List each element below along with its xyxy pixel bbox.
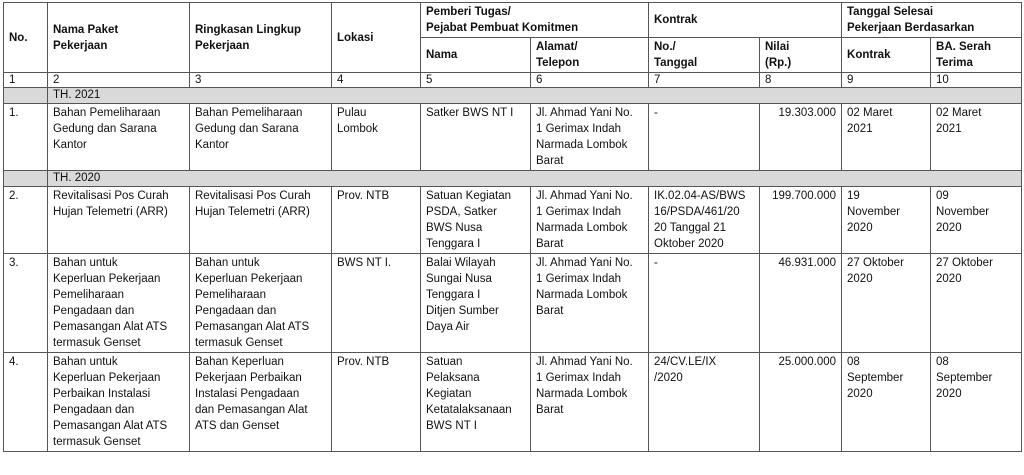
experience-table: [3, 2, 1022, 452]
header-pemberi-tugas: Pemberi Tugas/ Pejabat Pembuat Komitmen: [421, 3, 649, 38]
row-kontrak: 27 Oktober 2020: [842, 254, 931, 353]
table-row: [4, 353, 1022, 452]
header-tanggal-selesai: Tanggal Selesai Pekerjaan Berdasarkan: [842, 3, 1022, 38]
header-kontrak-date: Kontrak: [842, 38, 931, 73]
row-kontrak: 02 Maret 2021: [842, 104, 931, 171]
row-ba: 27 Oktober 2020: [931, 254, 1022, 353]
row-no-tanggal: IK.02.04-AS/BWS 16/PSDA/461/20 20 Tanggal 21 Oktober 2020: [649, 187, 760, 254]
row-alamat: Jl. Ahmad Yani No. 1 Gerimax Indah Narmada Lombok Barat: [531, 254, 649, 353]
row-lokasi: Pulau Lombok: [332, 104, 421, 171]
row-alamat: Jl. Ahmad Yani No. 1 Gerimax Indah Narmada Lombok Barat: [531, 104, 649, 171]
row-nilai: 46.931.000: [760, 254, 842, 353]
row-no: 2.: [4, 187, 48, 254]
row-nama-paket: Bahan Pemeliharaan Gedung dan Sarana Kantor: [48, 104, 190, 171]
row-ba: 09 November 2020: [931, 187, 1022, 254]
row-kontrak: 19 November 2020: [842, 187, 931, 254]
column-number: 7: [649, 73, 760, 88]
row-nama: Balai Wilayah Sungai Nusa Tenggara I Ditjen Sumber Daya Air: [421, 254, 531, 353]
column-number: 9: [842, 73, 931, 88]
row-ringkasan: Revitalisasi Pos Curah Hujan Telemetri (ARR): [190, 187, 332, 254]
row-alamat: Jl. Ahmad Yani No. 1 Gerimax Indah Narmada Lombok Barat: [531, 187, 649, 254]
header-ringkasan: Ringkasan Lingkup Pekerjaan: [190, 3, 332, 73]
header-lokasi: Lokasi: [332, 3, 421, 73]
table-row: [4, 187, 1022, 254]
column-number: 1: [4, 73, 48, 88]
row-no: 1.: [4, 104, 48, 171]
row-nilai: 19.303.000: [760, 104, 842, 171]
row-ringkasan: Bahan Keperluan Pekerjaan Perbaikan Instalasi Pengadaan dan Pemasangan Alat ATS dan Genset: [190, 353, 332, 452]
header-no-tanggal: No./ Tanggal: [649, 38, 760, 73]
column-number: 10: [931, 73, 1022, 88]
row-no-tanggal: -: [649, 254, 760, 353]
column-number: 4: [332, 73, 421, 88]
row-nilai: 25.000.000: [760, 353, 842, 452]
year-label: TH. 2021: [48, 88, 1022, 104]
year-spacer: [4, 171, 48, 187]
row-nama: Satker BWS NT I: [421, 104, 531, 171]
column-number: 8: [760, 73, 842, 88]
header-kontrak: Kontrak: [649, 3, 842, 38]
row-ba: 02 Maret 2021: [931, 104, 1022, 171]
header-no: No.: [4, 3, 48, 73]
header-nama-paket: Nama Paket Pekerjaan: [48, 3, 190, 73]
row-kontrak: 08 September 2020: [842, 353, 931, 452]
row-no: 3.: [4, 254, 48, 353]
column-number: 3: [190, 73, 332, 88]
row-ringkasan: Bahan Pemeliharaan Gedung dan Sarana Kantor: [190, 104, 332, 171]
column-number: 6: [531, 73, 649, 88]
header-nilai: Nilai (Rp.): [760, 38, 842, 73]
table-row: [4, 254, 1022, 353]
row-no-tanggal: -: [649, 104, 760, 171]
header-ba-serah-terima: BA. Serah Terima: [931, 38, 1022, 73]
row-alamat: Jl. Ahmad Yani No. 1 Gerimax Indah Narmada Lombok Barat: [531, 353, 649, 452]
row-nama: Satuan Pelaksana Kegiatan Ketatalaksanaan BWS NT I: [421, 353, 531, 452]
column-number-row: [4, 73, 1022, 88]
year-row: [4, 88, 1022, 104]
row-ba: 08 September 2020: [931, 353, 1022, 452]
row-nama-paket: Revitalisasi Pos Curah Hujan Telemetri (ARR): [48, 187, 190, 254]
header-row-1: [4, 3, 1022, 38]
header-alamat: Alamat/ Telepon: [531, 38, 649, 73]
year-label: TH. 2020: [48, 171, 1022, 187]
row-nama-paket: Bahan untuk Keperluan Pekerjaan Pemeliharaan Pengadaan dan Pemasangan Alat ATS termasuk Genset: [48, 254, 190, 353]
year-row: [4, 171, 1022, 187]
column-number: 5: [421, 73, 531, 88]
row-nilai: 199.700.000: [760, 187, 842, 254]
row-no: 4.: [4, 353, 48, 452]
row-lokasi: BWS NT I.: [332, 254, 421, 353]
row-nama: Satuan Kegiatan PSDA, Satker BWS Nusa Tenggara I: [421, 187, 531, 254]
row-ringkasan: Bahan untuk Keperluan Pekerjaan Pemeliharaan Pengadaan dan Pemasangan Alat ATS termasuk Genset: [190, 254, 332, 353]
header-nama: Nama: [421, 38, 531, 73]
table-row: [4, 104, 1022, 171]
row-lokasi: Prov. NTB: [332, 187, 421, 254]
row-no-tanggal: 24/CV.LE/IX /2020: [649, 353, 760, 452]
row-lokasi: Prov. NTB: [332, 353, 421, 452]
column-number: 2: [48, 73, 190, 88]
year-spacer: [4, 88, 48, 104]
row-nama-paket: Bahan untuk Keperluan Pekerjaan Perbaikan Instalasi Pengadaan dan Pemasangan Alat ATS termasuk Genset: [48, 353, 190, 452]
